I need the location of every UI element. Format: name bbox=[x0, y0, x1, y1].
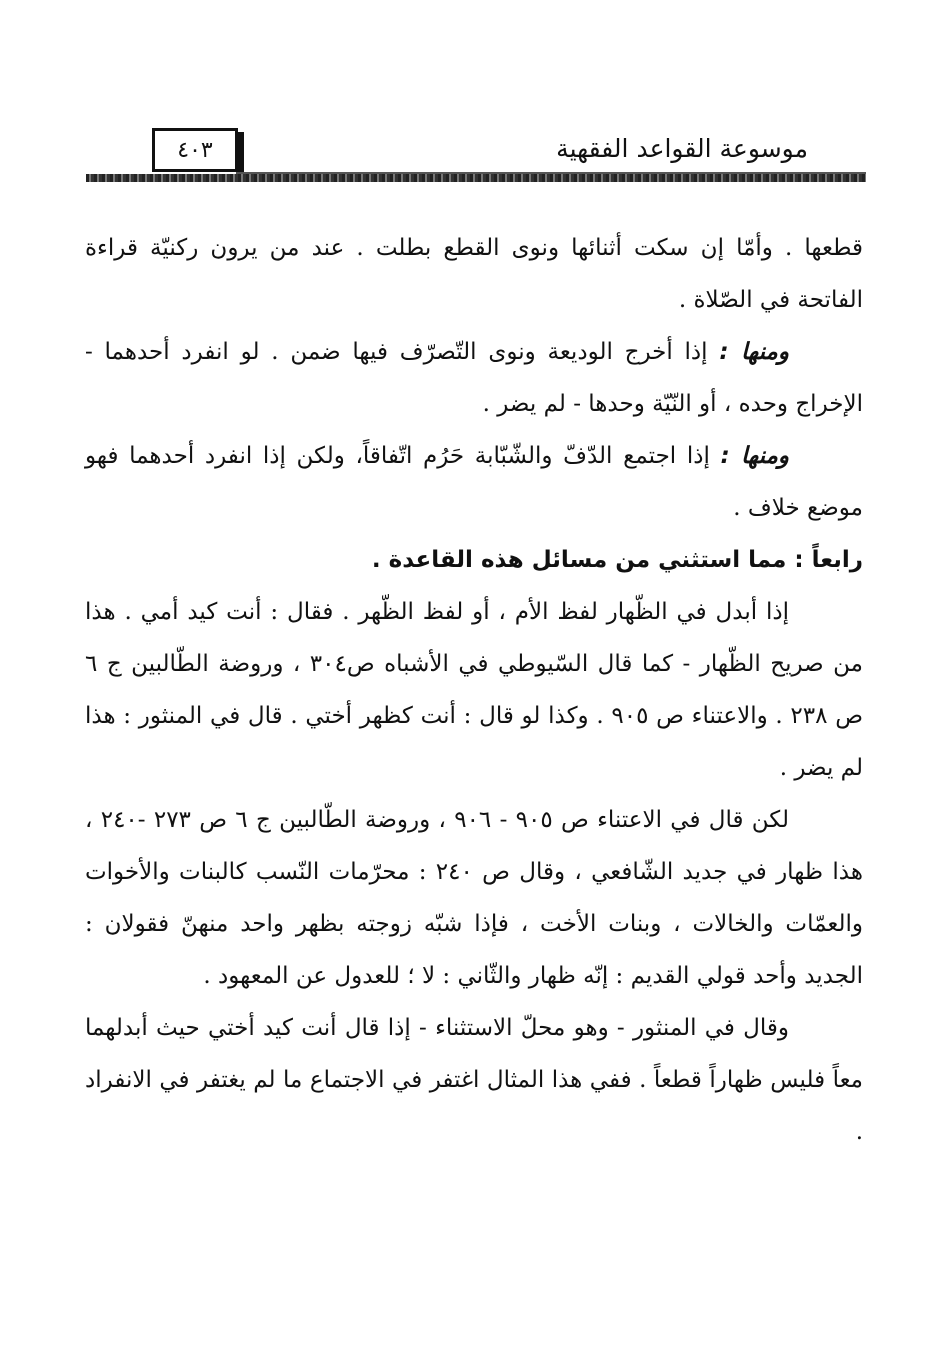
section-paragraph-3: وقال في المنثور - وهو محلّ الاستثناء - إذا قال أنت كيد أختي حيث أبدلهما معاً فليس ظهاراً قطعاً . ففي هذا المثال اغتفر في الاجتماع ما لم يغتفر في الانفراد . bbox=[85, 1015, 863, 1145]
paragraph-2-text: إذا أخرج الوديعة ونوى التّصرّف فيها ضمن . لو انفرد أحدهما - الإخراج وحده ، أو النّيّة وحدها - لم يضر . bbox=[85, 339, 863, 417]
body-text bbox=[85, 222, 863, 1158]
page-number: ٤٠٣ bbox=[152, 128, 238, 172]
section-paragraph-1: إذا أبدل في الظّهار لفظ الأم ، أو لفظ الظّهر . فقال : أنت كيد أمي . هذا من صريح الظّهار - كما قال السّيوطي في الأشباه ص٣٠٤ ، وروضة الطّالبين ج ٦ ص ٢٣٨ . والاعتناء ص ٩٠٥ . وكذا لو قال : أنت كظهر أختي . قال في المنثور : هذا لم يضر . bbox=[85, 599, 863, 781]
paragraph-1-text: قطعها . وأمّا إن سكت أثنائها ونوى القطع بطلت . عند من يرون ركنيّة قراءة الفاتحة في الصّلاة . bbox=[85, 235, 863, 313]
paragraph-2 bbox=[85, 326, 863, 430]
paragraph-3-text: إذا اجتمع الدّفّ والشّبّابة حَرُم اتّفاقاً، ولكن إذا انفرد أحدهما فهو موضع خلاف . bbox=[85, 443, 863, 521]
section-heading: رابعاً : مما استثني من مسائل هذه القاعدة . bbox=[371, 547, 863, 573]
section-paragraph-2: لكن قال في الاعتناء ص ٩٠٥ - ٩٠٦ ، وروضة الطّالبين ج ٦ ص ٢٧٣ -٢٤٠ ، هذا ظهار في جديد الشّافعي ، وقال ص ٢٤٠ : محرّمات النّسب كالبنات والأخوات والعمّات والخالات ، وبنات الأخت ، فإذا شبّه زوجته بظهر واحد منهنّ فقولان : الجديد وأحد قولي القديم : إنّه ظهار والثّاني : لا ؛ للعدول عن المعهود . bbox=[85, 807, 863, 989]
paragraph-2-lead: ومنها : bbox=[719, 339, 789, 365]
paragraph-3-lead: ومنها : bbox=[720, 443, 789, 469]
header-rule bbox=[86, 174, 866, 182]
paragraph-3 bbox=[85, 430, 863, 534]
paragraph-1 bbox=[85, 222, 863, 326]
book-title: موسوعة القواعد الفقهية bbox=[556, 134, 808, 163]
page-header bbox=[86, 118, 866, 182]
